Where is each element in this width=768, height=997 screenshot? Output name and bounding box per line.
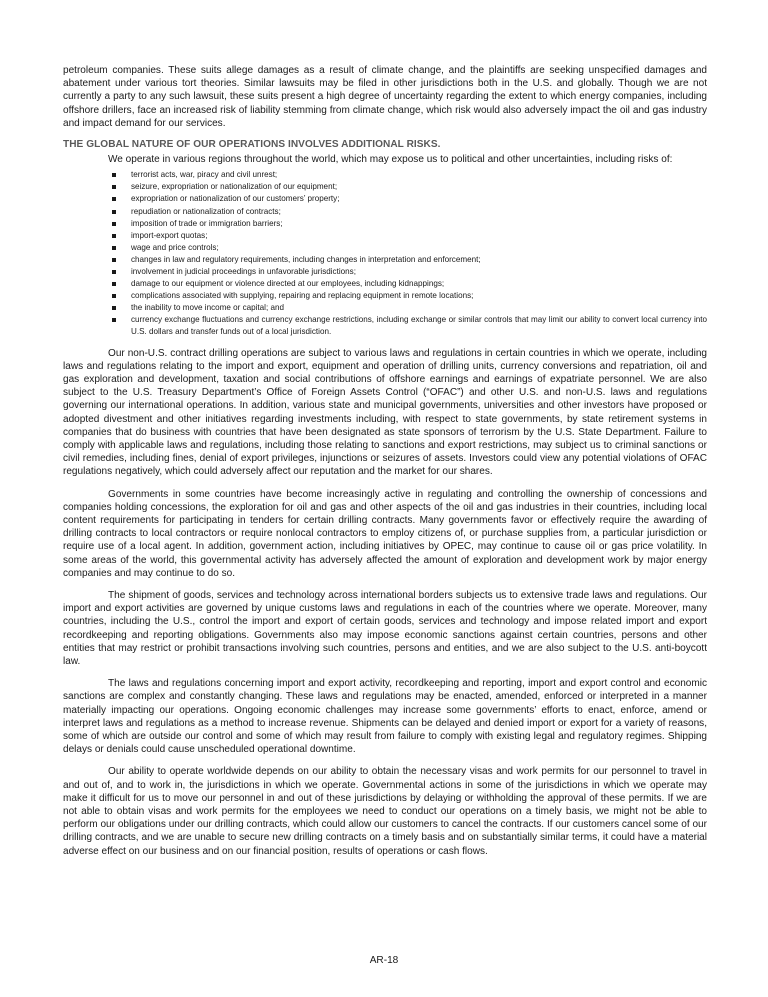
body-paragraph: Governments in some countries have become increasingly active in regulating and controlling the ownership of concessions and companies holding concessions, the exploration for oil and gas and other aspects of the oil and gas industries in their countries, including local content requirements for participating in tenders for certain drilling contracts. Many governments favor or effectively require the awarding of drilling contracts to local contractors or require nonlocal contractors to employ citizens of, or purchase supplies from, a particular jurisdiction or require use of a local agent. In addition, government action, including initiatives by OPEC, may continue to cause oil or gas price volatility. In some areas of the world, this governmental activity has adversely affected the amount of exploration and development work by major energy companies and may continue to do so. (63, 488, 707, 579)
list-item (63, 302, 707, 314)
list-item-text: seizure, expropriation or nationalization of our equipment; (131, 182, 338, 192)
list-item-text: damage to our equipment or violence directed at our employees, including kidnappings; (131, 279, 445, 289)
document-page (63, 64, 707, 858)
section-lead: We operate in various regions throughout the world, which may expose us to political and other uncertainties, including risks of: (108, 154, 673, 166)
list-item-text: wage and price controls; (131, 242, 219, 252)
list-item-text: changes in law and regulatory requirements, including changes in interpretation and enforcement; (131, 254, 481, 264)
list-item-text: imposition of trade or immigration barriers; (131, 218, 283, 228)
risk-list (63, 169, 707, 338)
body-paragraph: The laws and regulations concerning import and export activity, recordkeeping and reporting, import and export control and economic sanctions are complex and constantly changing. These laws and regulations may be enacted, amended, enforced or interpreted in a manner materially impacting our operations. Ongoing economic challenges may increase some governments’ efforts to enact, enforce, amend or interpret laws and regulations as a method to increase revenue. Shipments can be delayed and denied import or export for a variety of reasons, some of which are outside our control and some of which may result from failure to comply with existing legal and regulatory regimes. Shipping delays or denials could cause unscheduled operational downtime. (63, 678, 707, 756)
section-heading: THE GLOBAL NATURE OF OUR OPERATIONS INVOLVES ADDITIONAL RISKS. (63, 139, 441, 151)
square-bullet-icon (112, 258, 116, 262)
square-bullet-icon (112, 234, 116, 238)
list-item (63, 278, 707, 290)
square-bullet-icon (112, 294, 116, 298)
list-item-text: the inability to move income or capital; and (131, 303, 284, 313)
list-item (63, 193, 707, 205)
list-item (63, 266, 707, 278)
list-item-text: involvement in judicial proceedings in unfavorable jurisdictions; (131, 266, 356, 276)
square-bullet-icon (112, 270, 116, 274)
body-paragraph: Our non-U.S. contract drilling operations are subject to various laws and regulations in certain countries in which we operate, including laws and regulations relating to the import and export, equipment and operation of drilling units, currency conversions and repatriation, oil and gas exploration and development, taxation and social contributions of offshore earnings and earnings of expatriate personnel. We are also subject to the U.S. Treasury Department’s Office of Foreign Assets Control (“OFAC”) and other U.S. and non-U.S. laws and regulations governing our international operations. In addition, various state and municipal governments, universities and other investors have proposed or adopted divestment and other initiatives regarding investments including, with respect to state governments, by state retirement systems in companies that do business with countries that have been designated as state sponsors of terrorism by the U.S. State Department. Failure to comply with applicable laws and regulations, including those relating to sanctions and export restrictions, may subject us to criminal sanctions or civil remedies, including fines, denial of export privileges, injunctions or seizures of assets. Investors could view any potential violations of OFAC regulations negatively, which could adversely affect our reputation and the market for our shares. (63, 347, 707, 478)
list-item-text: complications associated with supplying, repairing and replacing equipment in remote locations; (131, 291, 474, 301)
list-item-text: repudiation or nationalization of contracts; (131, 206, 281, 216)
square-bullet-icon (112, 306, 116, 310)
list-item-text: terrorist acts, war, piracy and civil unrest; (131, 170, 278, 180)
list-item (63, 254, 707, 266)
list-item-text: currency exchange fluctuations and currency exchange restrictions, including exchange or similar controls that may limit our ability to convert local currency into U.S. dollars and transfer funds out of a local jurisdiction. (131, 315, 707, 337)
square-bullet-icon (112, 210, 116, 214)
square-bullet-icon (112, 173, 116, 177)
square-bullet-icon (112, 282, 116, 286)
list-item (63, 314, 707, 338)
list-item (63, 230, 707, 242)
page-number: AR-18 (369, 955, 399, 966)
square-bullet-icon (112, 222, 116, 226)
body-paragraph: Our ability to operate worldwide depends on our ability to obtain the necessary visas and work permits for our personnel to travel in and out of, and to work in, the jurisdictions in which we operate. Governmental actions in some of the jurisdictions in which we operate may make it difficult for us to move our personnel in and out of these jurisdictions by delaying or withholding the approval of these permits. If we are not able to obtain visas and work permits for the employees we need to conduct our operations on a timely basis, we might not be able to perform our obligations under our drilling contracts, which could allow our customers to cancel the contracts. If our customers cancel some of our drilling contracts, and we are unable to secure new drilling contracts on a timely basis and on substantially similar terms, it could have a material adverse effect on our business and on our financial position, results of operations or cash flows. (63, 766, 707, 857)
square-bullet-icon (112, 197, 116, 201)
intro-paragraph: petroleum companies. These suits allege damages as a result of climate change, and the plaintiffs are seeking unspecified damages and abatement under various tort theories. Similar lawsuits may be filed in other jurisdictions both in the U.S. and globally. Though we are not currently a party to any such lawsuit, these suits present a high degree of uncertainty regarding the extent to which energy companies, including offshore drillers, face an increased risk of liability stemming from climate change, which risk would also adversely impact the oil and gas industry and impact demand for our services. (63, 65, 707, 129)
list-item (63, 206, 707, 218)
list-item-text: expropriation or nationalization of our customers’ property; (131, 194, 340, 204)
body-paragraph: The shipment of goods, services and technology across international borders subjects us to extensive trade laws and regulations. Our import and export activities are governed by unique customs laws and regulations in each of the countries where we operate. Moreover, many countries, including the U.S., control the import and export of certain goods, services and technology and impose related import and export recordkeeping and reporting obligations. Governments also may impose economic sanctions against certain countries, persons and other entities that may restrict or prohibit transactions involving such countries, persons and entities, and we are also subject to the U.S. anti-boycott law. (63, 589, 707, 667)
square-bullet-icon (112, 318, 116, 322)
square-bullet-icon (112, 185, 116, 189)
square-bullet-icon (112, 246, 116, 250)
list-item (63, 169, 707, 181)
list-item (63, 242, 707, 254)
list-item (63, 218, 707, 230)
list-item (63, 181, 707, 193)
list-item (63, 290, 707, 302)
list-item-text: import-export quotas; (131, 230, 208, 240)
